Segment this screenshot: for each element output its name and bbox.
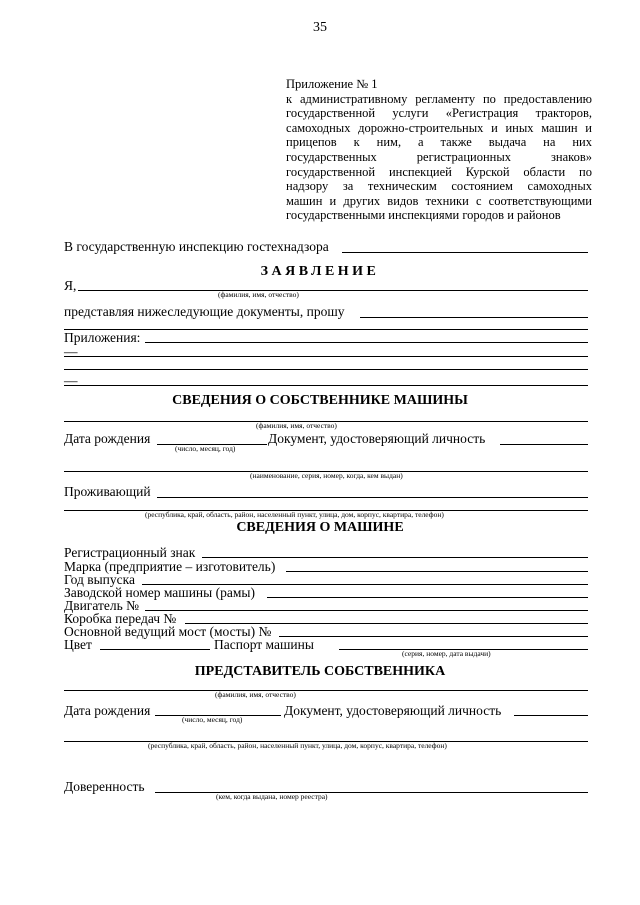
poa-caption: (кем, когда выдана, номер реестра) [216,792,328,801]
attachment-line[interactable] [64,369,588,370]
reg-sign-label: Регистрационный знак [64,545,196,560]
machine-section-title: СВЕДЕНИЯ О МАШИНЕ [236,520,404,535]
attachment-dash: — [64,344,78,359]
request-field-2[interactable] [64,329,588,330]
brand-field[interactable] [286,571,588,572]
attachments-field[interactable] [145,342,588,343]
applicant-fio-field[interactable] [78,290,588,291]
fio-caption: (фамилия, имя, отчество) [256,421,337,430]
appendix-line: к административному регламенту по предоставлению [286,91,592,106]
address-caption: (республика, край, область, район, населенный пункт, улица, дом, корпус, квартира, телефон) [148,741,447,750]
inspection-label: В государственную инспекцию гостехнадзора [64,239,329,254]
power-of-attorney-label: Доверенность [64,779,145,794]
color-field[interactable] [100,649,210,650]
axle-label: Основной ведущий мост (мосты) № [64,624,272,639]
date-caption: (число, месяц, год) [175,444,236,453]
rep-identity-field[interactable] [514,715,588,716]
representative-section-title: ПРЕДСТАВИТЕЛЬ СОБСТВЕННИКА [194,664,446,679]
rep-fio-field[interactable] [64,690,588,691]
owner-birth-label: Дата рождения [64,431,151,446]
address-caption: (республика, край, область, район, населенный пункт, улица, дом, корпус, квартира, телефон) [145,510,444,519]
appendix-line: прицепов к ним, а также выдача на них [286,135,592,150]
statement-title: ЗАЯВЛЕНИЕ [260,264,380,279]
presenting-label: представляя нижеследующие документы, прошу [64,304,345,319]
color-label: Цвет [64,637,92,652]
reg-sign-field[interactable] [202,557,588,558]
appendix-line: машин и других видов техники с соответствующими [286,193,592,208]
brand-label: Марка (предприятие – изготовитель) [64,559,276,574]
axle-field[interactable] [279,636,588,637]
passport-label: Паспорт машины [214,637,314,652]
inspection-field[interactable] [342,252,588,253]
appendix-title: Приложение № 1 [286,77,378,91]
i-label: Я, [64,278,77,293]
owner-identity-field[interactable] [500,444,588,445]
appendix-line: надзору за техническим состоянием самоходных [286,179,592,194]
attachment-dash: — [64,373,78,388]
rep-birth-label: Дата рождения [64,703,151,718]
rep-identity-label: Документ, удостоверяющий личность [284,703,502,718]
appendix-line: государственными инспекциями городов и районов [286,208,561,223]
owner-residing-label: Проживающий [64,484,151,499]
appendix-block [286,77,592,223]
engine-label: Двигатель № [64,598,140,613]
appendix-line: самоходных дорожно-строительных и иных машин и [286,120,592,135]
appendix-line: государственной услуги «Регистрация тракторов, [286,106,592,121]
attachments-label: Приложения: [64,330,141,345]
fio-caption: (фамилия, имя, отчество) [218,290,299,299]
attachment-line[interactable] [64,385,588,386]
date-caption: (число, месяц, год) [182,715,243,724]
page-number: 35 [313,20,327,35]
year-label: Год выпуска [64,572,135,587]
document-caption: (наименование, серия, номер, когда, кем выдан) [250,471,403,480]
gearbox-label: Коробка передач № [64,611,177,626]
passport-caption: (серия, номер, дата выдачи) [402,649,491,658]
appendix-line: государственной инспекцией Курской области по [286,164,592,179]
appendix-line: государственных регистрационных знаков» [286,149,592,164]
fio-caption: (фамилия, имя, отчество) [215,690,296,699]
request-field[interactable] [360,317,588,318]
owner-section-title: СВЕДЕНИЯ О СОБСТВЕННИКЕ МАШИНЫ [172,393,468,408]
attachment-line[interactable] [64,356,588,357]
serial-field[interactable] [267,597,588,598]
engine-field[interactable] [145,610,588,611]
serial-label: Заводской номер машины (рамы) [64,585,255,600]
owner-identity-label: Документ, удостоверяющий личность [268,431,486,446]
owner-residing-field[interactable] [157,497,588,498]
